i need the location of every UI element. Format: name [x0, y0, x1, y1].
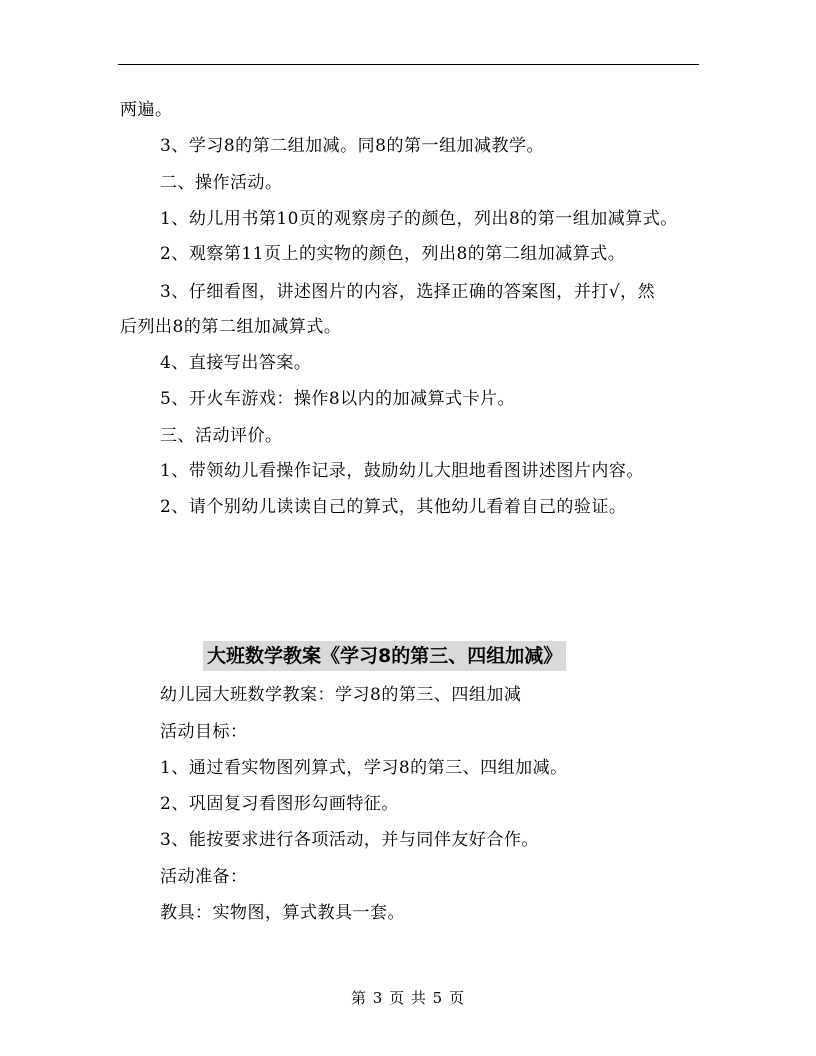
paragraph-line: 3、学习8的第二组加减。同8的第一组加减教学。 — [160, 136, 544, 156]
paragraph-line: 2、请个别幼儿读读自己的算式，其他幼儿看着自己的验证。 — [160, 497, 627, 517]
header-rule — [118, 64, 699, 65]
section-heading: 二、操作活动。 — [160, 173, 283, 193]
section-heading: 三、活动评价。 — [160, 426, 283, 446]
paragraph-line: 5、开火车游戏：操作8以内的加减算式卡片。 — [160, 389, 516, 409]
paragraph-line: 1、带领幼儿看操作记录，鼓励幼儿大胆地看图讲述图片内容。 — [160, 461, 644, 481]
paragraph-line: 1、通过看实物图列算式，学习8的第三、四组加减。 — [160, 758, 568, 778]
paragraph-line: 2、巩固复习看图形勾画特征。 — [160, 794, 399, 814]
paragraph-line: 3、仔细看图，讲述图片的内容，选择正确的答案图，并打√，然 — [160, 282, 656, 302]
paragraph-line: 3、能按要求进行各项活动，并与同伴友好合作。 — [160, 830, 539, 850]
paragraph-line: 1、幼儿用书第10页的观察房子的颜色，列出8的第一组加减算式。 — [160, 209, 678, 229]
page-number-footer: 第 3 页 共 5 页 — [351, 989, 465, 1007]
article-title: 大班数学教案《学习8的第三、四组加减》 — [203, 641, 566, 671]
paragraph-line: 幼儿园大班数学教案：学习8的第三、四组加减 — [160, 685, 522, 705]
paragraph-line: 两遍。 — [120, 100, 173, 120]
section-heading: 活动准备： — [160, 867, 248, 887]
paragraph-line: 后列出8的第二组加减算式。 — [120, 317, 342, 337]
section-heading: 活动目标： — [160, 722, 248, 742]
paragraph-line: 4、直接写出答案。 — [160, 353, 312, 373]
paragraph-line: 2、观察第11页上的实物的颜色，列出8的第二组加减算式。 — [160, 244, 626, 264]
paragraph-line: 教具：实物图，算式教具一套。 — [160, 903, 405, 923]
